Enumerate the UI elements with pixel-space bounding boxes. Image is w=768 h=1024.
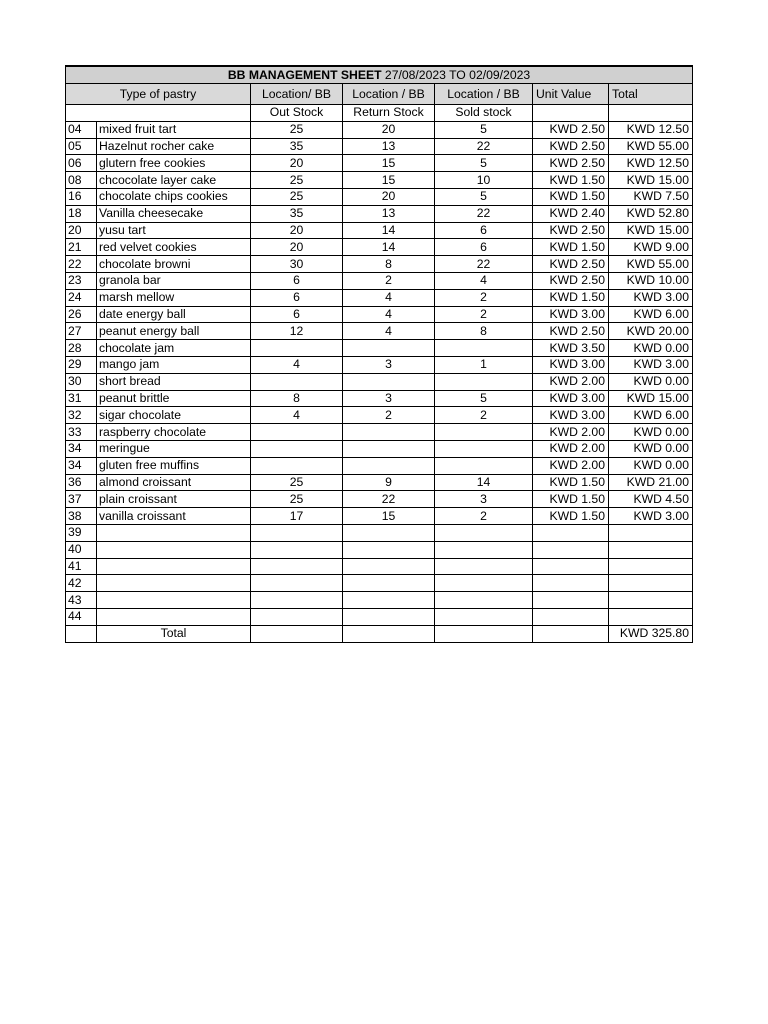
header-blank-cell[interactable] <box>66 105 251 122</box>
sold-stock-cell[interactable] <box>435 457 533 474</box>
header-return-top[interactable]: Location / BB <box>343 84 435 105</box>
sold-stock-cell[interactable]: 14 <box>435 474 533 491</box>
pastry-name-cell[interactable]: chocolate browni <box>97 256 251 273</box>
header-sold-stock[interactable]: Sold stock <box>435 105 533 122</box>
return-stock-cell[interactable]: 2 <box>343 272 435 289</box>
table-row <box>66 272 693 289</box>
pastry-name-cell[interactable]: Hazelnut rocher cake <box>97 138 251 155</box>
header-sold-top[interactable]: Location / BB <box>435 84 533 105</box>
management-sheet-table <box>65 65 693 643</box>
header-out-top[interactable]: Location/ BB <box>251 84 343 105</box>
header-row-top <box>66 84 693 105</box>
row-total-cell[interactable] <box>609 541 693 558</box>
table-row <box>66 289 693 306</box>
out-stock-cell[interactable]: 4 <box>251 356 343 373</box>
unit-value-cell[interactable] <box>533 524 609 541</box>
out-stock-cell[interactable]: 6 <box>251 272 343 289</box>
row-number-cell[interactable]: 37 <box>66 491 97 508</box>
sold-stock-cell[interactable]: 5 <box>435 155 533 172</box>
unit-value-cell[interactable]: KWD 3.00 <box>533 306 609 323</box>
table-row <box>66 390 693 407</box>
sold-stock-cell[interactable]: 22 <box>435 205 533 222</box>
row-total-cell[interactable]: KWD 4.50 <box>609 491 693 508</box>
row-total-cell[interactable]: KWD 0.00 <box>609 440 693 457</box>
sold-stock-cell[interactable]: 1 <box>435 356 533 373</box>
return-stock-cell[interactable]: 3 <box>343 356 435 373</box>
return-stock-cell[interactable] <box>343 558 435 575</box>
unit-value-cell[interactable]: KWD 2.00 <box>533 373 609 390</box>
row-total-cell[interactable]: KWD 9.00 <box>609 239 693 256</box>
row-number-cell[interactable]: 06 <box>66 155 97 172</box>
sheet-title[interactable] <box>66 66 693 84</box>
row-total-cell[interactable]: KWD 12.50 <box>609 155 693 172</box>
sold-stock-cell[interactable] <box>435 558 533 575</box>
row-number-cell[interactable]: 30 <box>66 373 97 390</box>
row-total-cell[interactable]: KWD 3.00 <box>609 356 693 373</box>
sheet-title-bold: BB MANAGEMENT SHEET <box>227 67 382 82</box>
table-row <box>66 323 693 340</box>
row-number-cell[interactable]: 04 <box>66 121 97 138</box>
sold-stock-cell[interactable] <box>435 373 533 390</box>
out-stock-cell[interactable]: 35 <box>251 138 343 155</box>
header-row-bottom <box>66 105 693 122</box>
row-total-cell[interactable]: KWD 0.00 <box>609 373 693 390</box>
out-stock-cell[interactable]: 25 <box>251 172 343 189</box>
row-number-cell[interactable]: 27 <box>66 323 97 340</box>
pastry-name-cell[interactable] <box>97 592 251 609</box>
return-stock-cell[interactable]: 4 <box>343 289 435 306</box>
header-unit-value[interactable]: Unit Value <box>533 84 609 105</box>
row-number-cell[interactable]: 29 <box>66 356 97 373</box>
table-row <box>66 121 693 138</box>
table-row <box>66 508 693 525</box>
out-stock-cell[interactable] <box>251 440 343 457</box>
out-stock-cell[interactable] <box>251 424 343 441</box>
return-stock-cell[interactable] <box>343 440 435 457</box>
row-number-cell[interactable]: 42 <box>66 575 97 592</box>
table-row <box>66 256 693 273</box>
row-number-cell[interactable]: 28 <box>66 340 97 357</box>
row-total-cell[interactable]: KWD 15.00 <box>609 222 693 239</box>
total-row-blank[interactable] <box>251 625 343 642</box>
sold-stock-cell[interactable]: 22 <box>435 138 533 155</box>
table-row <box>66 172 693 189</box>
row-total-cell[interactable]: KWD 10.00 <box>609 272 693 289</box>
return-stock-cell[interactable]: 22 <box>343 491 435 508</box>
out-stock-cell[interactable]: 20 <box>251 222 343 239</box>
unit-value-cell[interactable]: KWD 2.00 <box>533 424 609 441</box>
out-stock-cell[interactable]: 25 <box>251 188 343 205</box>
unit-value-cell[interactable]: KWD 2.00 <box>533 440 609 457</box>
pastry-name-cell[interactable]: glutern free cookies <box>97 155 251 172</box>
return-stock-cell[interactable]: 15 <box>343 508 435 525</box>
pastry-name-cell[interactable] <box>97 558 251 575</box>
total-row-blank[interactable] <box>343 625 435 642</box>
table-row <box>66 239 693 256</box>
row-number-cell[interactable]: 34 <box>66 457 97 474</box>
total-row <box>66 625 693 642</box>
out-stock-cell[interactable]: 20 <box>251 155 343 172</box>
table-row <box>66 440 693 457</box>
out-stock-cell[interactable] <box>251 541 343 558</box>
return-stock-cell[interactable]: 20 <box>343 121 435 138</box>
row-number-cell[interactable]: 16 <box>66 188 97 205</box>
out-stock-cell[interactable]: 30 <box>251 256 343 273</box>
row-total-cell[interactable]: KWD 6.00 <box>609 407 693 424</box>
return-stock-cell[interactable]: 20 <box>343 188 435 205</box>
table-row <box>66 491 693 508</box>
sold-stock-cell[interactable]: 2 <box>435 306 533 323</box>
table-row <box>66 188 693 205</box>
grand-total-value[interactable]: KWD 325.80 <box>609 625 693 642</box>
row-number-cell[interactable]: 20 <box>66 222 97 239</box>
unit-value-cell[interactable]: KWD 2.50 <box>533 138 609 155</box>
row-number-cell[interactable]: 43 <box>66 592 97 609</box>
row-total-cell[interactable]: KWD 15.00 <box>609 172 693 189</box>
unit-value-cell[interactable]: KWD 1.50 <box>533 474 609 491</box>
return-stock-cell[interactable] <box>343 541 435 558</box>
row-total-cell[interactable]: KWD 52.80 <box>609 205 693 222</box>
unit-value-cell[interactable]: KWD 3.50 <box>533 340 609 357</box>
row-number-cell[interactable]: 44 <box>66 608 97 625</box>
pastry-name-cell[interactable] <box>97 524 251 541</box>
pastry-name-cell[interactable]: vanilla croissant <box>97 508 251 525</box>
out-stock-cell[interactable] <box>251 340 343 357</box>
sold-stock-cell[interactable]: 2 <box>435 407 533 424</box>
row-number-cell[interactable]: 34 <box>66 440 97 457</box>
row-number-cell[interactable]: 08 <box>66 172 97 189</box>
unit-value-cell[interactable] <box>533 575 609 592</box>
return-stock-cell[interactable]: 15 <box>343 155 435 172</box>
unit-value-cell[interactable]: KWD 1.50 <box>533 188 609 205</box>
header-type-of-pastry[interactable]: Type of pastry <box>66 84 251 105</box>
pastry-name-cell[interactable] <box>97 608 251 625</box>
pastry-name-cell[interactable]: red velvet cookies <box>97 239 251 256</box>
sold-stock-cell[interactable]: 22 <box>435 256 533 273</box>
unit-value-cell[interactable] <box>533 592 609 609</box>
row-total-cell[interactable] <box>609 608 693 625</box>
return-stock-cell[interactable] <box>343 608 435 625</box>
header-blank-cell[interactable] <box>609 105 693 122</box>
pastry-name-cell[interactable]: chcocolate layer cake <box>97 172 251 189</box>
row-total-cell[interactable]: KWD 15.00 <box>609 390 693 407</box>
table-row <box>66 558 693 575</box>
row-number-cell[interactable]: 23 <box>66 272 97 289</box>
out-stock-cell[interactable]: 35 <box>251 205 343 222</box>
sold-stock-cell[interactable] <box>435 575 533 592</box>
row-number-cell[interactable]: 33 <box>66 424 97 441</box>
unit-value-cell[interactable]: KWD 3.00 <box>533 390 609 407</box>
out-stock-cell[interactable]: 4 <box>251 407 343 424</box>
table-row <box>66 457 693 474</box>
table-row <box>66 575 693 592</box>
return-stock-cell[interactable]: 13 <box>343 205 435 222</box>
unit-value-cell[interactable]: KWD 1.50 <box>533 289 609 306</box>
unit-value-cell[interactable]: KWD 2.40 <box>533 205 609 222</box>
row-number-cell[interactable]: 36 <box>66 474 97 491</box>
row-total-cell[interactable]: KWD 3.00 <box>609 508 693 525</box>
pastry-name-cell[interactable]: date energy ball <box>97 306 251 323</box>
row-total-cell[interactable]: KWD 0.00 <box>609 424 693 441</box>
row-total-cell[interactable] <box>609 558 693 575</box>
table-row <box>66 222 693 239</box>
out-stock-cell[interactable]: 17 <box>251 508 343 525</box>
row-number-cell[interactable]: 31 <box>66 390 97 407</box>
pastry-name-cell[interactable]: yusu tart <box>97 222 251 239</box>
unit-value-cell[interactable]: KWD 2.50 <box>533 222 609 239</box>
sold-stock-cell[interactable] <box>435 524 533 541</box>
table-row <box>66 306 693 323</box>
sold-stock-cell[interactable]: 2 <box>435 508 533 525</box>
sold-stock-cell[interactable] <box>435 592 533 609</box>
row-total-cell[interactable]: KWD 3.00 <box>609 289 693 306</box>
row-total-cell[interactable]: KWD 12.50 <box>609 121 693 138</box>
out-stock-cell[interactable] <box>251 575 343 592</box>
sold-stock-cell[interactable] <box>435 440 533 457</box>
sold-stock-cell[interactable]: 6 <box>435 239 533 256</box>
pastry-name-cell[interactable] <box>97 575 251 592</box>
row-total-cell[interactable]: KWD 0.00 <box>609 457 693 474</box>
table-row <box>66 608 693 625</box>
row-number-cell[interactable]: 05 <box>66 138 97 155</box>
out-stock-cell[interactable]: 6 <box>251 306 343 323</box>
pastry-name-cell[interactable]: granola bar <box>97 272 251 289</box>
row-number-cell[interactable]: 22 <box>66 256 97 273</box>
row-number-cell[interactable]: 26 <box>66 306 97 323</box>
header-total[interactable]: Total <box>609 84 693 105</box>
header-blank-cell[interactable] <box>533 105 609 122</box>
sold-stock-cell[interactable]: 8 <box>435 323 533 340</box>
return-stock-cell[interactable] <box>343 373 435 390</box>
row-total-cell[interactable] <box>609 524 693 541</box>
table-row <box>66 373 693 390</box>
row-total-cell[interactable]: KWD 7.50 <box>609 188 693 205</box>
total-row-blank[interactable] <box>66 625 97 642</box>
row-total-cell[interactable] <box>609 592 693 609</box>
table-row <box>66 524 693 541</box>
total-row-blank[interactable] <box>435 625 533 642</box>
unit-value-cell[interactable]: KWD 2.50 <box>533 155 609 172</box>
return-stock-cell[interactable]: 8 <box>343 256 435 273</box>
return-stock-cell[interactable]: 14 <box>343 239 435 256</box>
unit-value-cell[interactable]: KWD 1.50 <box>533 491 609 508</box>
return-stock-cell[interactable] <box>343 340 435 357</box>
pastry-name-cell[interactable]: peanut brittle <box>97 390 251 407</box>
out-stock-cell[interactable]: 6 <box>251 289 343 306</box>
table-row <box>66 407 693 424</box>
pastry-name-cell[interactable]: plain croissant <box>97 491 251 508</box>
return-stock-cell[interactable]: 4 <box>343 323 435 340</box>
out-stock-cell[interactable] <box>251 373 343 390</box>
row-number-cell[interactable]: 32 <box>66 407 97 424</box>
out-stock-cell[interactable]: 25 <box>251 121 343 138</box>
return-stock-cell[interactable] <box>343 457 435 474</box>
pastry-name-cell[interactable]: sigar chocolate <box>97 407 251 424</box>
row-number-cell[interactable]: 21 <box>66 239 97 256</box>
out-stock-cell[interactable] <box>251 524 343 541</box>
table-row <box>66 424 693 441</box>
row-number-cell[interactable]: 40 <box>66 541 97 558</box>
unit-value-cell[interactable] <box>533 558 609 575</box>
header-out-stock[interactable]: Out Stock <box>251 105 343 122</box>
pastry-name-cell[interactable]: mango jam <box>97 356 251 373</box>
pastry-name-cell[interactable] <box>97 541 251 558</box>
total-label[interactable]: Total <box>97 625 251 642</box>
out-stock-cell[interactable] <box>251 592 343 609</box>
sold-stock-cell[interactable]: 6 <box>435 222 533 239</box>
unit-value-cell[interactable] <box>533 541 609 558</box>
row-total-cell[interactable]: KWD 55.00 <box>609 138 693 155</box>
unit-value-cell[interactable]: KWD 3.00 <box>533 407 609 424</box>
total-row-blank[interactable] <box>533 625 609 642</box>
pastry-name-cell[interactable]: gluten free muffins <box>97 457 251 474</box>
sold-stock-cell[interactable]: 3 <box>435 491 533 508</box>
header-return-stock[interactable]: Return Stock <box>343 105 435 122</box>
return-stock-cell[interactable]: 9 <box>343 474 435 491</box>
pastry-name-cell[interactable]: marsh mellow <box>97 289 251 306</box>
pastry-name-cell[interactable]: chocolate chips cookies <box>97 188 251 205</box>
out-stock-cell[interactable] <box>251 558 343 575</box>
pastry-name-cell[interactable]: short bread <box>97 373 251 390</box>
row-number-cell[interactable]: 18 <box>66 205 97 222</box>
out-stock-cell[interactable]: 25 <box>251 474 343 491</box>
sold-stock-cell[interactable]: 10 <box>435 172 533 189</box>
return-stock-cell[interactable]: 15 <box>343 172 435 189</box>
pastry-name-cell[interactable]: Vanilla cheesecake <box>97 205 251 222</box>
sold-stock-cell[interactable] <box>435 608 533 625</box>
table-row <box>66 155 693 172</box>
unit-value-cell[interactable]: KWD 1.50 <box>533 508 609 525</box>
table-row <box>66 592 693 609</box>
return-stock-cell[interactable] <box>343 424 435 441</box>
table-row <box>66 340 693 357</box>
table-row <box>66 138 693 155</box>
out-stock-cell[interactable]: 12 <box>251 323 343 340</box>
table-row <box>66 541 693 558</box>
unit-value-cell[interactable]: KWD 1.50 <box>533 239 609 256</box>
return-stock-cell[interactable]: 13 <box>343 138 435 155</box>
sold-stock-cell[interactable] <box>435 424 533 441</box>
return-stock-cell[interactable] <box>343 592 435 609</box>
return-stock-cell[interactable] <box>343 575 435 592</box>
row-total-cell[interactable]: KWD 20.00 <box>609 323 693 340</box>
table-row <box>66 205 693 222</box>
row-total-cell[interactable]: KWD 55.00 <box>609 256 693 273</box>
row-total-cell[interactable]: KWD 0.00 <box>609 340 693 357</box>
unit-value-cell[interactable]: KWD 2.00 <box>533 457 609 474</box>
unit-value-cell[interactable]: KWD 2.50 <box>533 121 609 138</box>
sold-stock-cell[interactable] <box>435 541 533 558</box>
pastry-name-cell[interactable]: almond croissant <box>97 474 251 491</box>
row-total-cell[interactable]: KWD 21.00 <box>609 474 693 491</box>
return-stock-cell[interactable]: 4 <box>343 306 435 323</box>
row-number-cell[interactable]: 39 <box>66 524 97 541</box>
unit-value-cell[interactable]: KWD 2.50 <box>533 323 609 340</box>
row-total-cell[interactable]: KWD 6.00 <box>609 306 693 323</box>
row-number-cell[interactable]: 41 <box>66 558 97 575</box>
return-stock-cell[interactable] <box>343 524 435 541</box>
sold-stock-cell[interactable]: 5 <box>435 121 533 138</box>
unit-value-cell[interactable] <box>533 608 609 625</box>
row-total-cell[interactable] <box>609 575 693 592</box>
unit-value-cell[interactable]: KWD 1.50 <box>533 172 609 189</box>
return-stock-cell[interactable]: 2 <box>343 407 435 424</box>
sold-stock-cell[interactable] <box>435 340 533 357</box>
out-stock-cell[interactable]: 25 <box>251 491 343 508</box>
pastry-name-cell[interactable]: peanut energy ball <box>97 323 251 340</box>
return-stock-cell[interactable]: 14 <box>343 222 435 239</box>
pastry-name-cell[interactable]: mixed fruit tart <box>97 121 251 138</box>
sheet-title-row <box>66 66 693 84</box>
pastry-name-cell[interactable]: meringue <box>97 440 251 457</box>
out-stock-cell[interactable] <box>251 457 343 474</box>
row-number-cell[interactable]: 24 <box>66 289 97 306</box>
unit-value-cell[interactable]: KWD 2.50 <box>533 256 609 273</box>
sold-stock-cell[interactable]: 5 <box>435 390 533 407</box>
table-row <box>66 474 693 491</box>
sheet-title-dates: 27/08/2023 TO 02/09/2023 <box>381 67 531 82</box>
sold-stock-cell[interactable]: 5 <box>435 188 533 205</box>
sold-stock-cell[interactable]: 4 <box>435 272 533 289</box>
return-stock-cell[interactable]: 3 <box>343 390 435 407</box>
unit-value-cell[interactable]: KWD 3.00 <box>533 356 609 373</box>
row-number-cell[interactable]: 38 <box>66 508 97 525</box>
out-stock-cell[interactable] <box>251 608 343 625</box>
out-stock-cell[interactable]: 20 <box>251 239 343 256</box>
unit-value-cell[interactable]: KWD 2.50 <box>533 272 609 289</box>
pastry-name-cell[interactable]: raspberry chocolate <box>97 424 251 441</box>
out-stock-cell[interactable]: 8 <box>251 390 343 407</box>
sold-stock-cell[interactable]: 2 <box>435 289 533 306</box>
pastry-name-cell[interactable]: chocolate jam <box>97 340 251 357</box>
table-row <box>66 356 693 373</box>
